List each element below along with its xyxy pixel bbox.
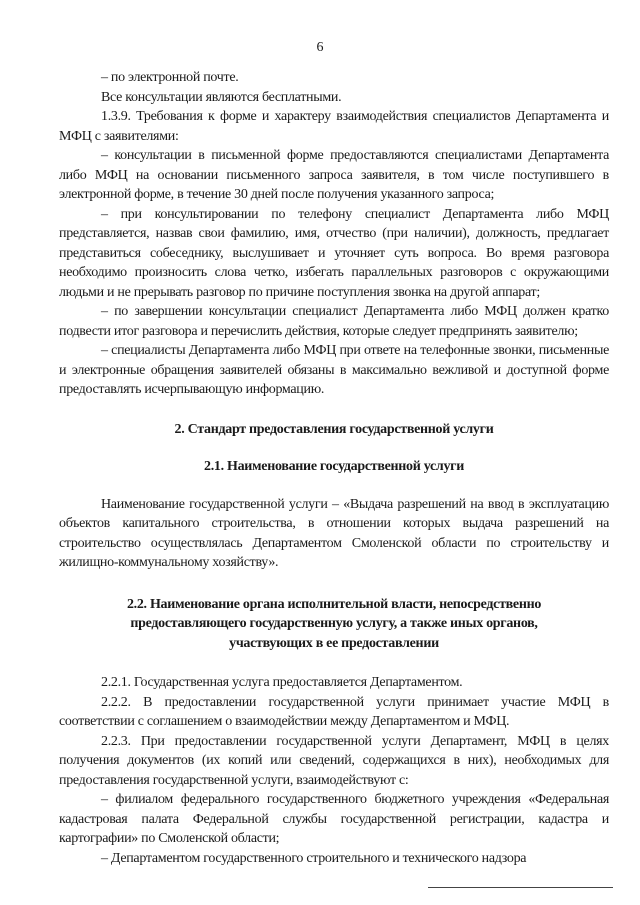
paragraph: Все консультации являются бесплатными.: [101, 89, 342, 105]
subsection-heading: 2.1. Наименование государственной услуги: [204, 459, 464, 474]
paragraph: – при консультировании по телефону специалист Департамента либо МФЦ представляется, назвав свои фамилию, имя, отчество (при наличии), должность, предлагает представиться собеседнику, выслушивает и уточняет суть вопроса. Во время разговора необходимо произносить слова четко, избегать параллельных разговоров с окружающими людьми и не прерывать разговор по причине поступления звонка на другой аппарат;: [59, 206, 609, 300]
paragraph: Наименование государственной услуги – «Выдача разрешений на ввод в эксплуатацию объектов капитального строительства, в отношении которых выдача разрешений на строительство осуществлялась Департаментом Смоленской области по строительству и жилищно-коммунальному хозяйству».: [59, 496, 609, 570]
page-number: 6: [316, 40, 324, 55]
paragraph: 2.2.3. При предоставлении государственной услуги Департамент, МФЦ в целях получения документов (их копий или сведений, содержащихся в них), необходимых для предоставления государственной услуги, взаимодействуют с:: [59, 733, 609, 788]
paragraph: 2.2.2. В предоставлении государственной услуги принимает участие МФЦ в соответствии с соглашением о взаимодействии между Департаментом и МФЦ.: [59, 694, 609, 729]
subsection-heading: 2.2. Наименование органа исполнительной власти, непосредственно предоставляющего государственную услугу, а также иных органов, участвующих в ее предоставлении: [126, 596, 542, 651]
paragraph: 1.3.9. Требования к форме и характеру взаимодействия специалистов Департамента и МФЦ с заявителями:: [59, 109, 609, 144]
paragraph: 2.2.1. Государственная услуга предоставляется Департаментом.: [101, 675, 463, 690]
paragraph: – Департаментом государственного строительного и технического надзора: [101, 850, 527, 866]
document-body: [59, 68, 609, 868]
paragraph: – консультации в письменной форме предоставляются специалистами Департамента либо МФЦ на основании письменного запроса заявителя, в том числе поступившего в электронной форме, в течение 30 дней после получения указанного запроса;: [59, 148, 609, 202]
paragraph: – по завершении консультации специалист Департамента либо МФЦ должен кратко подвести итог разговора и перечислить действия, которые следует предпринять заявителю;: [59, 304, 609, 339]
paragraph: – филиалом федерального государственного бюджетного учреждения «Федеральная кадастровая палата Федеральной службы государственной регистрации, кадастра и картографии» по Смоленской области;: [59, 792, 609, 846]
paragraph: – специалисты Департамента либо МФЦ при ответе на телефонные звонки, письменные и электронные обращения заявителей обязаны в максимально вежливой и доступной форме предоставлять исчерпывающую информацию.: [59, 343, 609, 397]
section-heading: 2. Стандарт предоставления государственной услуги: [174, 421, 494, 437]
footer-rule: [428, 887, 613, 888]
paragraph: – по электронной почте.: [101, 70, 239, 85]
